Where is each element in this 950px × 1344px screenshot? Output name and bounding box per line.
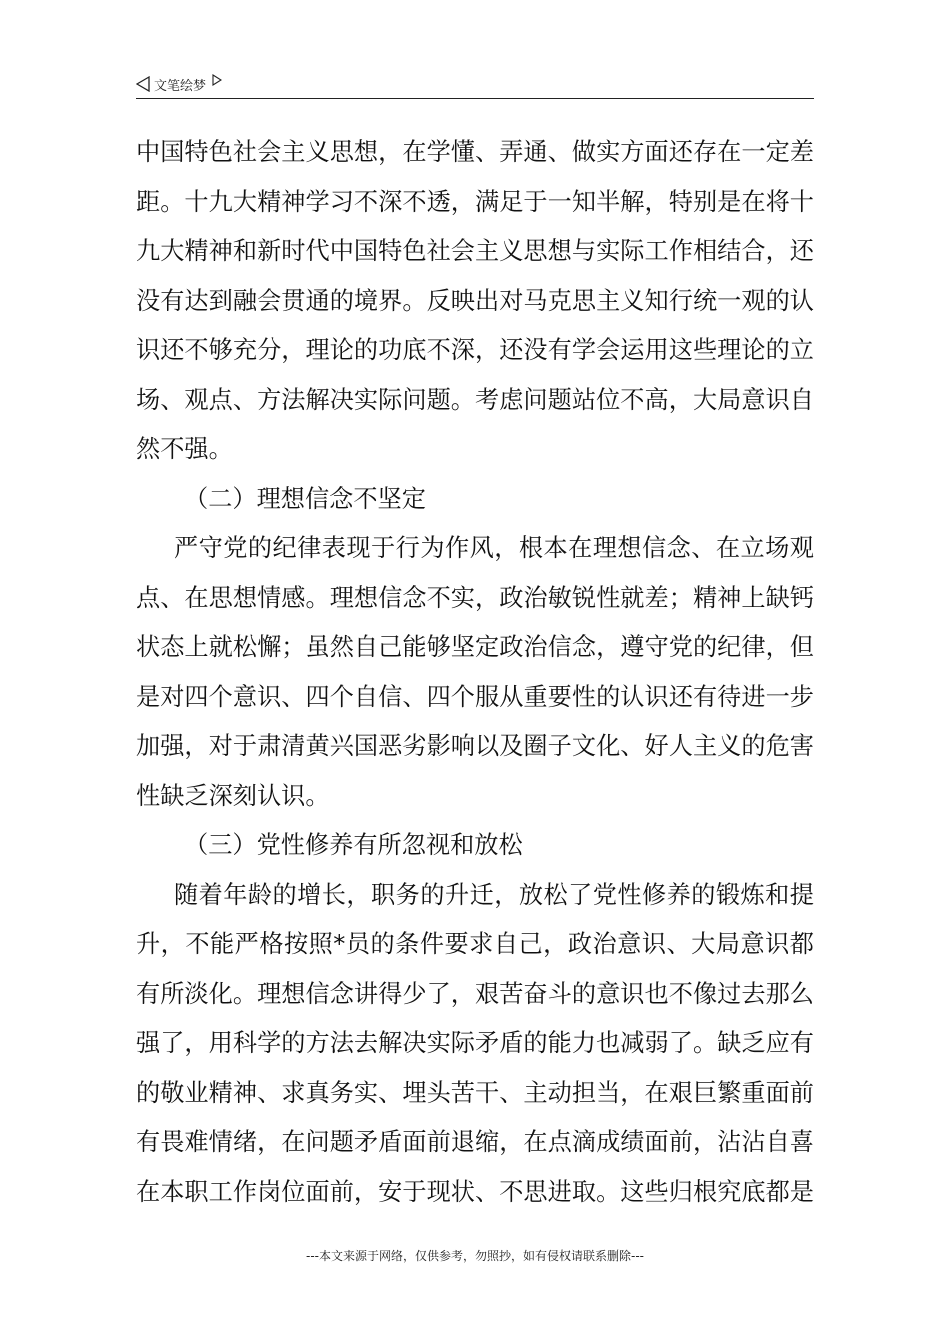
text-line: 点、在思想情感。理想信念不实，政治敏锐性就差；精神上缺钙 xyxy=(136,583,814,612)
text-line: 性缺乏深刻认识。 xyxy=(136,781,330,810)
text-line: 升，不能严格按照*员的条件要求自己，政治意识、大局意识都 xyxy=(136,930,814,958)
text-line: 有所淡化。理想信念讲得少了，艰苦奋斗的意识也不像过去那么 xyxy=(136,979,814,1008)
section-heading: （三）党性修养有所忽视和放松 xyxy=(184,831,523,859)
text-line: 距。十九大精神学习不深不透，满足于一知半解，特别是在将十 xyxy=(136,187,814,216)
triangle-right-icon xyxy=(212,74,222,86)
text-line: 九大精神和新时代中国特色社会主义思想与实际工作相结合，还 xyxy=(136,237,814,265)
header-brand: 文笔绘梦 xyxy=(154,78,207,94)
text-line: 严守党的纪律表现于行为作风，根本在理想信念、在立场观 xyxy=(174,534,814,562)
text-line: 随着年龄的增长，职务的升迁，放松了党性修养的锻炼和提 xyxy=(174,880,814,909)
text-line: 识还不够充分，理论的功底不深，还没有学会运用这些理论的立 xyxy=(136,336,814,364)
footer-disclaimer: ---本文来源于网络，仅供参考，勿照抄，如有侵权请联系删除--- xyxy=(306,1249,644,1263)
text-line: 强了，用科学的方法去解决实际矛盾的能力也减弱了。缺乏应有 xyxy=(136,1029,814,1057)
document-body xyxy=(136,128,814,1217)
text-line: 中国特色社会主义思想，在学懂、弄通、做实方面还存在一定差 xyxy=(136,138,814,166)
text-line: 的敬业精神、求真务实、埋头苦干、主动担当，在艰巨繁重面前 xyxy=(136,1078,814,1107)
text-line: 场、观点、方法解决实际问题。考虑问题站位不高，大局意识自 xyxy=(136,385,814,414)
text-line: 状态上就松懈；虽然自己能够坚定政治信念，遵守党的纪律，但 xyxy=(136,633,814,661)
text-line: 是对四个意识、四个自信、四个服从重要性的认识还有待进一步 xyxy=(136,682,814,711)
text-line: 加强，对于肃清黄兴国恶劣影响以及圈子文化、好人主义的危害 xyxy=(136,732,814,760)
triangle-left-icon xyxy=(136,76,150,92)
page-header xyxy=(136,72,814,99)
text-line: 没有达到融会贯通的境界。反映出对马克思主义知行统一观的认 xyxy=(136,286,814,315)
text-line: 有畏难情绪，在问题矛盾面前退缩，在点滴成绩面前，沾沾自喜 xyxy=(136,1128,814,1156)
text-line: 然不强。 xyxy=(136,435,233,463)
text-line: 在本职工作岗位面前，安于现状、不思进取。这些归根究底都是 xyxy=(136,1177,814,1206)
header-brand-row xyxy=(136,72,222,96)
section-heading: （二）理想信念不坚定 xyxy=(184,484,426,513)
